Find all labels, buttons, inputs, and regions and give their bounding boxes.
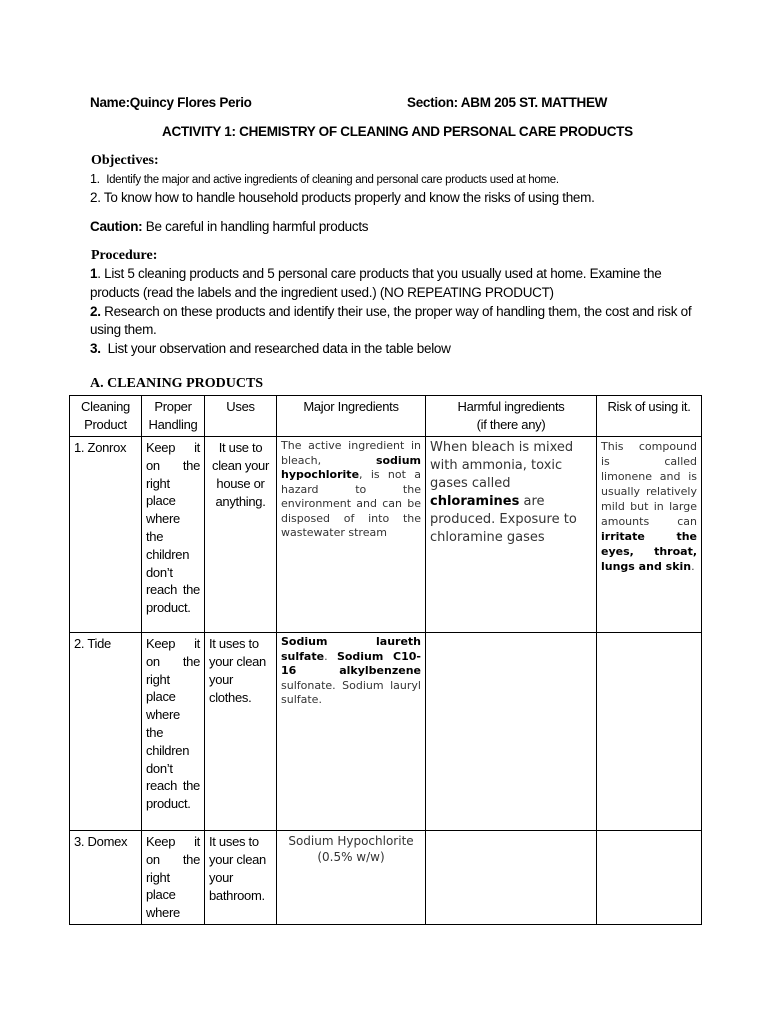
- header-uses: Uses: [205, 396, 277, 437]
- procedure-2-line1: [90, 304, 691, 319]
- procedure-1-line1: [90, 266, 661, 281]
- row1-harm-pre: When bleach is mixed with ammonia, toxic gases called: [430, 440, 574, 491]
- objective-1-text: Identify the major and active ingredients of cleaning and personal care products used at home.: [106, 174, 559, 186]
- header-harmful-ingredients: [426, 396, 597, 437]
- row1-major-bold: sodium hypochlorite: [281, 453, 421, 481]
- row3-uses: It uses to your clean your bathroom.: [205, 831, 277, 925]
- cleaning-products-table: [69, 395, 702, 925]
- row3-risk: [597, 831, 702, 925]
- row3-handling: Keep it on the right place where: [142, 831, 205, 925]
- procedure-1-line2: products (read the labels and the ingredient used.) (NO REPEATING PRODUCT): [90, 285, 554, 300]
- row2-major-mid: .: [324, 649, 337, 663]
- row1-product: 1. Zonrox: [70, 437, 142, 633]
- table-row: [70, 831, 702, 925]
- procedure-3-number: 3.: [90, 341, 101, 356]
- row1-risk-bold: irritate the eyes, throat, lungs and skin: [601, 530, 697, 573]
- row2-major-ingredients: [277, 633, 426, 831]
- student-name: Name:Quincy Flores Perio: [90, 95, 252, 110]
- row1-major-pre: The active ingredient in bleach,: [281, 439, 421, 467]
- header-risk: Risk of using it.: [597, 396, 702, 437]
- row1-uses: It use to clean your house or anything.: [205, 437, 277, 633]
- procedure-3: [90, 341, 451, 356]
- header-harmful-line2: (if there any): [476, 417, 546, 432]
- row1-handling: Keep it on the right place where the children don’t reach the product.: [142, 437, 205, 633]
- objective-1-number: 1.: [90, 172, 100, 186]
- header-major-ingredients: Major Ingredients: [277, 396, 426, 437]
- table-row: [70, 633, 702, 831]
- row2-major-bold1: Sodium laureth sulfate: [281, 635, 421, 663]
- row3-major-line2: (0.5% w/w): [317, 850, 385, 864]
- row2-risk: [597, 633, 702, 831]
- procedure-heading: Procedure:: [91, 248, 158, 263]
- header-harmful-line1: Harmful ingredients: [457, 399, 565, 414]
- caution-text: Be careful in handling harmful products: [142, 219, 369, 234]
- row1-harmful-ingredients: [426, 437, 597, 633]
- row3-harmful-ingredients: [426, 831, 597, 925]
- procedure-1-text: . List 5 cleaning products and 5 personal care products that you usually used at home. Examine the: [97, 266, 662, 281]
- row1-risk-pre: This compound is called limonene and is usually relatively mild but in large amounts can: [601, 440, 697, 528]
- row2-handling: Keep it on the right place where the children don’t reach the product.: [142, 633, 205, 831]
- row2-harmful-ingredients: [426, 633, 597, 831]
- row1-risk-post: .: [691, 560, 695, 573]
- procedure-2-number: 2.: [90, 304, 101, 319]
- student-section: Section: ABM 205 ST. MATTHEW: [407, 95, 608, 110]
- row3-major-ingredients: [277, 831, 426, 925]
- row1-harm-post: are produced. Exposure to chloramine gases: [430, 494, 577, 545]
- row1-major-post: , is not a hazard to the environment and can be disposed of into the wastewater stream: [281, 468, 421, 539]
- row2-uses: It uses to your clean your clothes.: [205, 633, 277, 831]
- row1-risk: [597, 437, 702, 633]
- activity-title: ACTIVITY 1: CHEMISTRY OF CLEANING AND PERSONAL CARE PRODUCTS: [162, 124, 633, 139]
- objective-1: [90, 172, 559, 186]
- caution-label: Caution:: [90, 219, 143, 234]
- procedure-2-text: Research on these products and identify their use, the proper way of handling them, the cost and risk of: [100, 304, 692, 319]
- table-header-row: [70, 396, 702, 437]
- table-row: [70, 437, 702, 633]
- row2-major-post: sulfonate. Sodium lauryl sulfate.: [281, 678, 421, 706]
- procedure-3-text: List your observation and researched data in the table below: [100, 341, 451, 356]
- caution-line: [90, 219, 368, 234]
- objective-2: 2. To know how to handle household products properly and know the risks of using them.: [90, 190, 595, 205]
- row1-major-ingredients: [277, 437, 426, 633]
- procedure-2-line2: using them.: [90, 322, 157, 337]
- row3-major-line1: Sodium Hypochlorite: [288, 834, 414, 848]
- row1-harm-bold: chloramines: [430, 494, 520, 509]
- header-proper-handling: Proper Handling: [142, 396, 205, 437]
- header-cleaning-product: Cleaning Product: [70, 396, 142, 437]
- section-a-title: A. CLEANING PRODUCTS: [90, 376, 264, 391]
- row2-major-bold2: Sodium C10-16 alkylbenzene: [281, 649, 421, 677]
- objectives-heading: Objectives:: [91, 153, 159, 168]
- row2-product: 2. Tide: [70, 633, 142, 831]
- row3-product: 3. Domex: [70, 831, 142, 925]
- procedure-1-number: 1: [90, 266, 98, 281]
